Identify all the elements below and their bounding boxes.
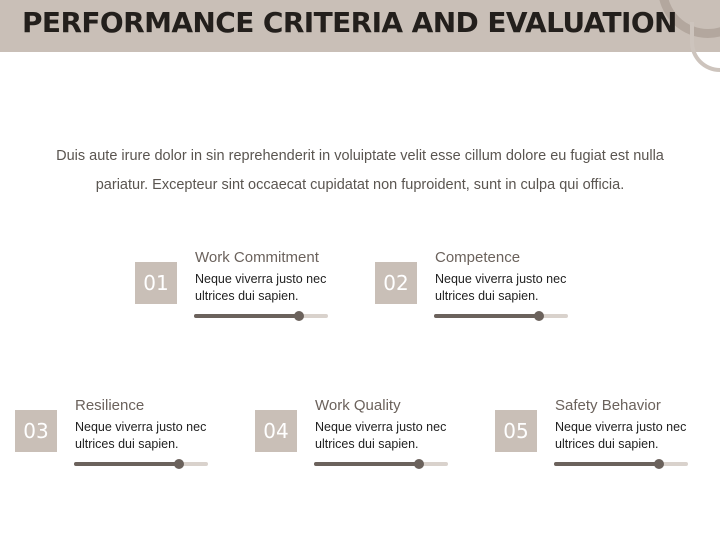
criterion-safety-behavior — [495, 397, 705, 481]
slider-fill — [314, 462, 419, 466]
slider-knob[interactable] — [414, 459, 424, 469]
slider-knob[interactable] — [654, 459, 664, 469]
header-banner — [0, 0, 720, 52]
slider-knob[interactable] — [294, 311, 304, 321]
criterion-slider[interactable] — [194, 314, 328, 318]
criterion-number-badge: 03 — [15, 410, 57, 452]
criterion-slider[interactable] — [434, 314, 568, 318]
slider-knob[interactable] — [534, 311, 544, 321]
criterion-description: Neque viverra justo nec ultrices dui sapien. — [195, 272, 327, 303]
criterion-work-quality — [255, 397, 465, 481]
criterion-resilience — [15, 397, 225, 481]
criterion-slider[interactable] — [314, 462, 448, 466]
slider-fill — [74, 462, 179, 466]
slider-knob[interactable] — [174, 459, 184, 469]
criterion-number-badge: 02 — [375, 262, 417, 304]
criterion-title: Work Commitment — [195, 249, 319, 266]
criterion-number-badge: 05 — [495, 410, 537, 452]
intro-paragraph: Duis aute irure dolor in sin reprehenderit in voluiptate velit esse cillum dolore eu fugiat est nulla pariatur. Excepteur sint occaecat cupidatat non fuproident, sunt in culpa qui officia. — [56, 148, 664, 193]
criterion-title: Work Quality — [315, 397, 401, 414]
criterion-description: Neque viverra justo nec ultrices dui sapien. — [75, 420, 207, 451]
slider-fill — [554, 462, 659, 466]
criterion-number-badge: 01 — [135, 262, 177, 304]
criterion-slider[interactable] — [554, 462, 688, 466]
slider-fill — [194, 314, 299, 318]
criterion-title: Safety Behavior — [555, 397, 661, 414]
criterion-description: Neque viverra justo nec ultrices dui sapien. — [315, 420, 447, 451]
criterion-description: Neque viverra justo nec ultrices dui sapien. — [555, 420, 687, 451]
criterion-competence — [375, 249, 585, 333]
criterion-title: Competence — [435, 249, 521, 266]
criterion-title: Resilience — [75, 397, 145, 414]
criterion-work-commitment — [135, 249, 345, 333]
slider-fill — [434, 314, 539, 318]
criterion-slider[interactable] — [74, 462, 208, 466]
criterion-number-badge: 04 — [255, 410, 297, 452]
page-title: PERFORMANCE CRITERIA AND EVALUATION — [22, 6, 677, 39]
criterion-description: Neque viverra justo nec ultrices dui sapien. — [435, 272, 567, 303]
decorative-arc — [690, 22, 720, 72]
